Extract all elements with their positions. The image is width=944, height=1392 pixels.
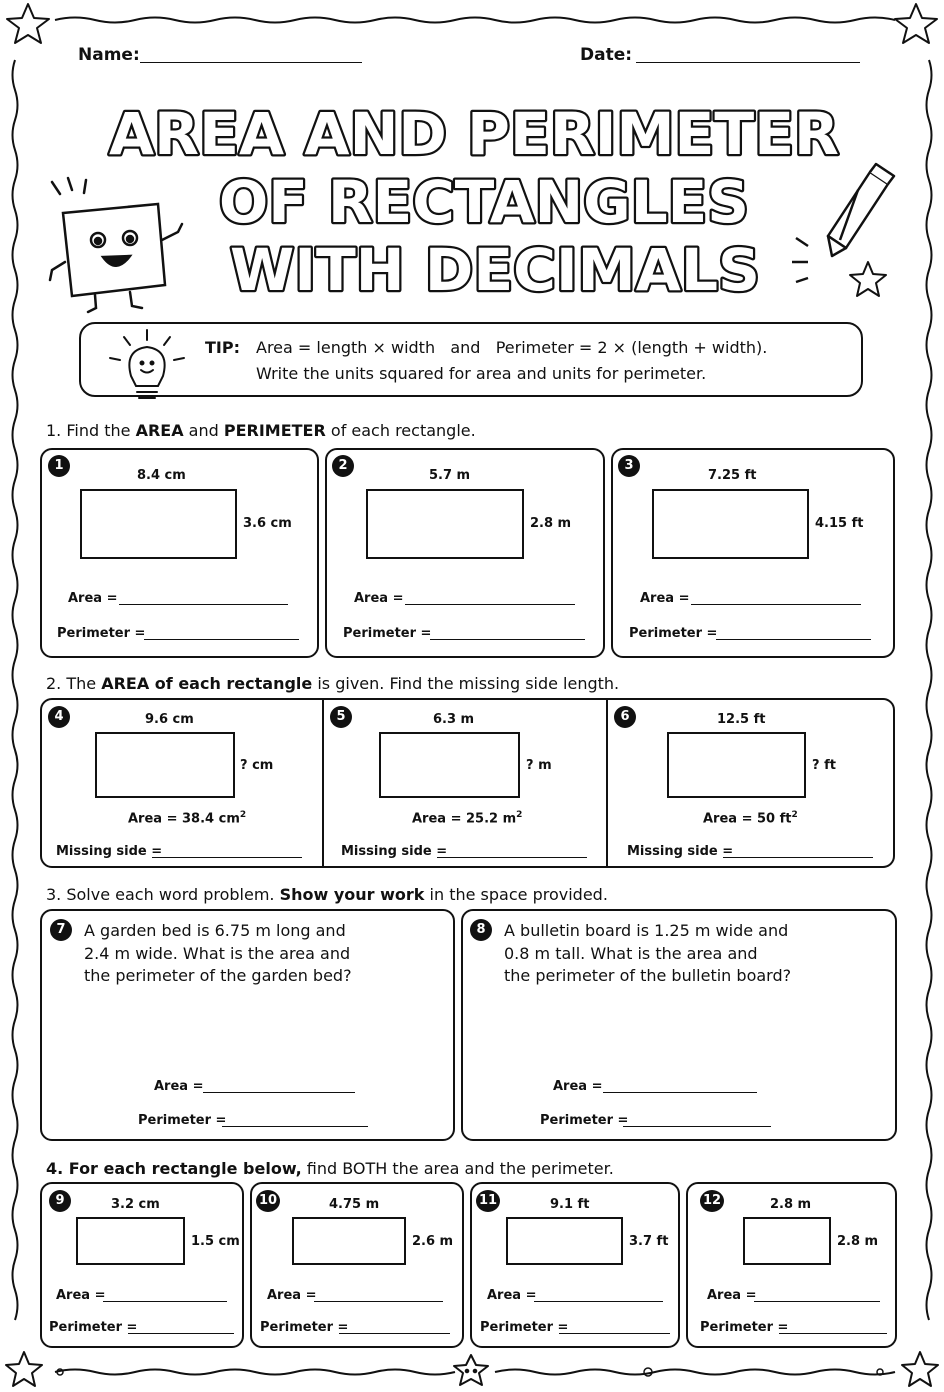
page-title (80, 82, 870, 302)
section-2-heading: 2. The AREA of each rectangle is given. Find the missing side length. (46, 674, 620, 693)
area-answer-field[interactable] (754, 1301, 880, 1302)
area-label: Area = (68, 591, 118, 606)
problem-number: 12 (700, 1190, 724, 1212)
missing-side-label: Missing side = (56, 844, 163, 859)
star-icon (454, 1355, 488, 1385)
perimeter-answer-field[interactable] (128, 1333, 234, 1334)
missing-side-label: Missing side = (341, 844, 448, 859)
tip-label: TIP: (205, 338, 240, 357)
title-line-1: AREA AND PERIMETER (109, 100, 840, 168)
length-label: 3.2 cm (111, 1197, 160, 1212)
area-answer-field[interactable] (405, 604, 575, 605)
card-divider (606, 699, 608, 867)
perimeter-answer-field[interactable] (779, 1333, 887, 1334)
problem-number: 7 (50, 919, 72, 941)
date-field[interactable] (636, 62, 860, 63)
width-label: 4.15 ft (815, 516, 864, 531)
problem-number: 10 (256, 1190, 280, 1212)
area-answer-field[interactable] (603, 1092, 757, 1093)
area-answer-field[interactable] (119, 604, 288, 605)
rectangle-shape (743, 1217, 831, 1265)
length-label: 6.3 m (433, 712, 475, 727)
tip-box (79, 322, 863, 397)
star-icon (895, 4, 937, 43)
area-answer-field[interactable] (203, 1092, 355, 1093)
tip-line-1: Area = length × width and Perimeter = 2 × (length + width). (256, 338, 768, 357)
perimeter-answer-field[interactable] (144, 639, 299, 640)
given-area: Area = 38.4 $cm^2$ (128, 810, 247, 827)
area-label: Area = (154, 1079, 204, 1094)
problem-number: 9 (49, 1190, 71, 1212)
perimeter-answer-field[interactable] (339, 1333, 450, 1334)
perimeter-label: Perimeter = (540, 1113, 629, 1128)
width-label: 2.6 m (412, 1234, 454, 1249)
length-label: 7.25 ft (708, 468, 757, 483)
perimeter-answer-field[interactable] (430, 639, 585, 640)
rectangle-shape (366, 489, 524, 559)
rectangle-shape (506, 1217, 623, 1265)
star-icon (6, 1352, 42, 1386)
title-line-2: OF RECTANGLES (219, 168, 749, 236)
missing-side-answer-field[interactable] (437, 857, 587, 858)
area-label: Area = (56, 1288, 106, 1303)
rectangle-shape (95, 732, 235, 798)
card-divider (322, 699, 324, 867)
length-label: 4.75 m (329, 1197, 380, 1212)
rectangle-shape (667, 732, 806, 798)
area-answer-field[interactable] (691, 604, 861, 605)
length-label: 9.6 cm (145, 712, 194, 727)
area-label: Area = (267, 1288, 317, 1303)
width-label: 2.8 m (837, 1234, 879, 1249)
name-field[interactable] (140, 62, 362, 63)
perimeter-answer-field[interactable] (716, 639, 871, 640)
area-label: Area = (354, 591, 404, 606)
length-label: 8.4 cm (137, 468, 186, 483)
problem-number: 2 (332, 455, 354, 477)
word-problem-text: A bulletin board is 1.25 m wide and 0.8 m tall. What is the area and the perimeter of the bulletin board? (504, 921, 792, 985)
width-label: 3.6 cm (243, 516, 292, 531)
problem-number: 11 (476, 1190, 500, 1212)
perimeter-answer-field[interactable] (222, 1126, 368, 1127)
perimeter-label: Perimeter = (260, 1320, 349, 1335)
rectangle-shape (652, 489, 809, 559)
problem-number: 4 (48, 706, 70, 728)
perimeter-answer-field[interactable] (623, 1126, 771, 1127)
tip-line-2: Write the units squared for area and units for perimeter. (256, 364, 707, 383)
width-label: 3.7 ft (629, 1234, 669, 1249)
rectangle-shape (76, 1217, 185, 1265)
section-3-heading: 3. Solve each word problem. Show your work in the space provided. (46, 885, 608, 904)
perimeter-answer-field[interactable] (559, 1333, 670, 1334)
length-label: 12.5 ft (717, 712, 766, 727)
width-label: ? cm (240, 758, 274, 773)
star-icon (7, 4, 49, 43)
width-label: 1.5 cm (191, 1234, 240, 1249)
problem-number: 1 (48, 455, 70, 477)
problem-number: 5 (330, 706, 352, 728)
section-4-heading: 4. For each rectangle below, find BOTH the area and the perimeter. (46, 1159, 614, 1178)
word-problem-text: A garden bed is 6.75 m long and 2.4 m wide. What is the area and the perimeter of the garden bed? (84, 921, 352, 985)
perimeter-label: Perimeter = (480, 1320, 569, 1335)
rectangle-shape (80, 489, 237, 559)
date-label: Date: (580, 45, 633, 65)
perimeter-label: Perimeter = (700, 1320, 789, 1335)
perimeter-label: Perimeter = (49, 1320, 138, 1335)
problem-number: 6 (614, 706, 636, 728)
width-label: ? m (526, 758, 552, 773)
length-label: 2.8 m (770, 1197, 812, 1212)
perimeter-label: Perimeter = (57, 626, 146, 641)
perimeter-label: Perimeter = (343, 626, 432, 641)
missing-side-answer-field[interactable] (723, 857, 873, 858)
width-label: ? ft (812, 758, 836, 773)
area-label: Area = (487, 1288, 537, 1303)
title-line-3: WITH DECIMALS (230, 236, 760, 302)
area-label: Area = (553, 1079, 603, 1094)
perimeter-label: Perimeter = (629, 626, 718, 641)
length-label: 5.7 m (429, 468, 471, 483)
rectangle-shape (379, 732, 520, 798)
problem-number: 8 (470, 919, 492, 941)
missing-side-answer-field[interactable] (152, 857, 302, 858)
star-icon (902, 1352, 938, 1386)
section-1-heading: 1. Find the AREA and PERIMETER of each rectangle. (46, 421, 476, 440)
given-area: Area = 50 $ft^2$ (703, 810, 798, 827)
length-label: 9.1 ft (550, 1197, 590, 1212)
area-answer-field[interactable] (103, 1301, 227, 1302)
area-label: Area = (640, 591, 690, 606)
problem-number: 3 (618, 455, 640, 477)
rectangle-shape (292, 1217, 406, 1265)
given-area: Area = 25.2 $m^2$ (412, 810, 523, 827)
perimeter-label: Perimeter = (138, 1113, 227, 1128)
area-label: Area = (707, 1288, 757, 1303)
area-answer-field[interactable] (314, 1301, 443, 1302)
missing-side-label: Missing side = (627, 844, 734, 859)
width-label: 2.8 m (530, 516, 572, 531)
name-label: Name: (78, 45, 140, 65)
area-answer-field[interactable] (534, 1301, 663, 1302)
